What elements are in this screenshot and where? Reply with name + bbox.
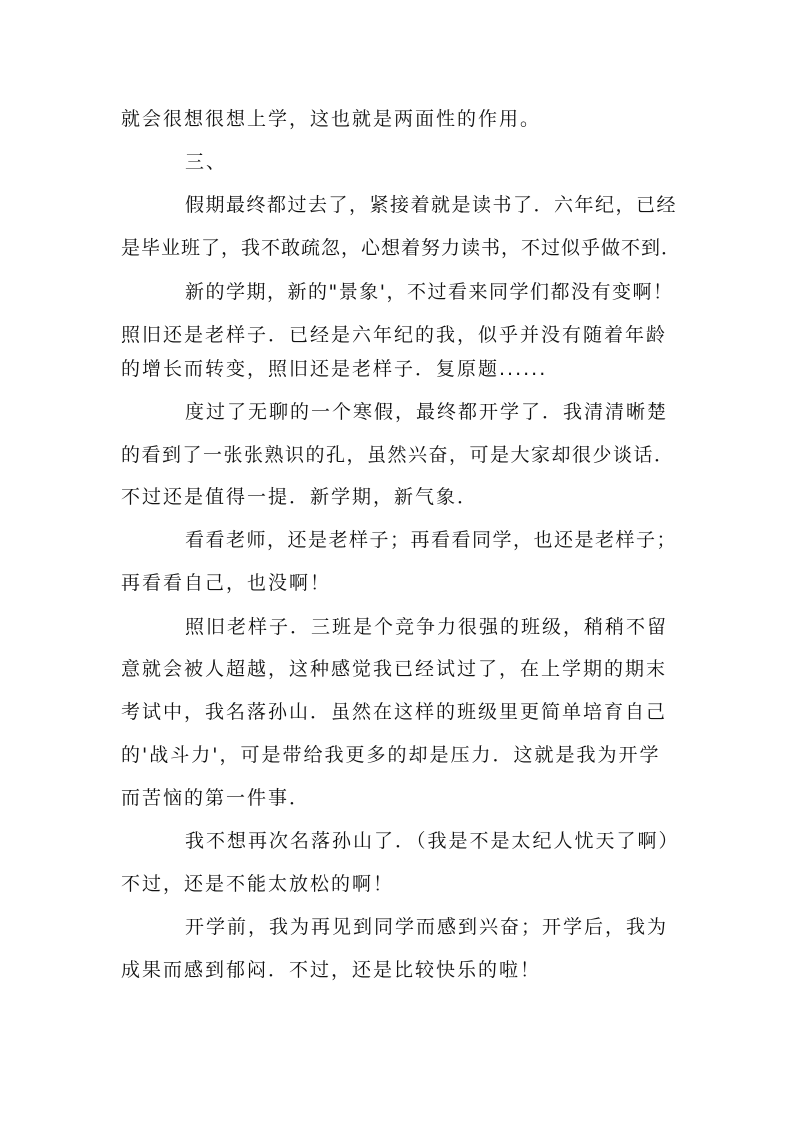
text-line: 意就会被人超越，这种感觉我已经试过了，在上学期的期末 bbox=[121, 658, 668, 680]
paragraph-start-line: 开学前，我为再见到同学而感到兴奋；开学后，我为 bbox=[185, 916, 669, 938]
paragraph-start-line: 新的学期，新的"景象'，不过看来同学们都没有变啊！ bbox=[185, 281, 674, 303]
paragraph-start-line: 照旧老样子．三班是个竞争力很强的班级，稍稍不留 bbox=[185, 616, 669, 638]
text-line: 的增长而转变，照旧还是老样子．复原题...... bbox=[121, 358, 548, 380]
paragraph-start-line: 度过了无聊的一个寒假，最终都开学了．我清清晰楚 bbox=[185, 401, 669, 423]
paragraph-start-line: 假期最终都过去了，紧接着就是读书了．六年纪，已经 bbox=[185, 194, 678, 216]
text-line: 是毕业班了，我不敢疏忽，心想着努力读书，不过似乎做不到． bbox=[121, 237, 682, 259]
text-line: 考试中，我名落孙山．虽然在这样的班级里更简单培育自己 bbox=[121, 701, 668, 723]
text-line: 不过，还是不能太放松的啊！ bbox=[121, 873, 395, 895]
paragraph-start-line: 看看老师，还是老样子；再看看同学，也还是老样子； bbox=[185, 529, 678, 551]
text-line: 照旧还是老样子．已经是六年纪的我，似乎并没有随着年龄 bbox=[121, 324, 668, 346]
paragraph-start-line: 我不想再次名落孙山了．（我是不是太纪人忧天了啊） bbox=[185, 830, 680, 852]
text-line: 的看到了一张张熟识的孔，虽然兴奋，可是大家却很少谈话． bbox=[121, 444, 675, 466]
text-line: 成果而感到郁闷．不过，还是比较快乐的啦！ bbox=[121, 959, 542, 981]
text-line: 再看看自己，也没啊！ bbox=[121, 572, 332, 594]
section-heading: 三、 bbox=[185, 151, 228, 173]
text-line: 而苦恼的第一件事． bbox=[121, 787, 311, 809]
text-line: 不过还是值得一提．新学期，新气象． bbox=[121, 486, 479, 508]
text-line: 的'战斗力'，可是带给我更多的却是压力．这就是我为开学 bbox=[121, 744, 661, 766]
text-line: 就会很想很想上学，这也就是两面性的作用。 bbox=[121, 108, 542, 130]
